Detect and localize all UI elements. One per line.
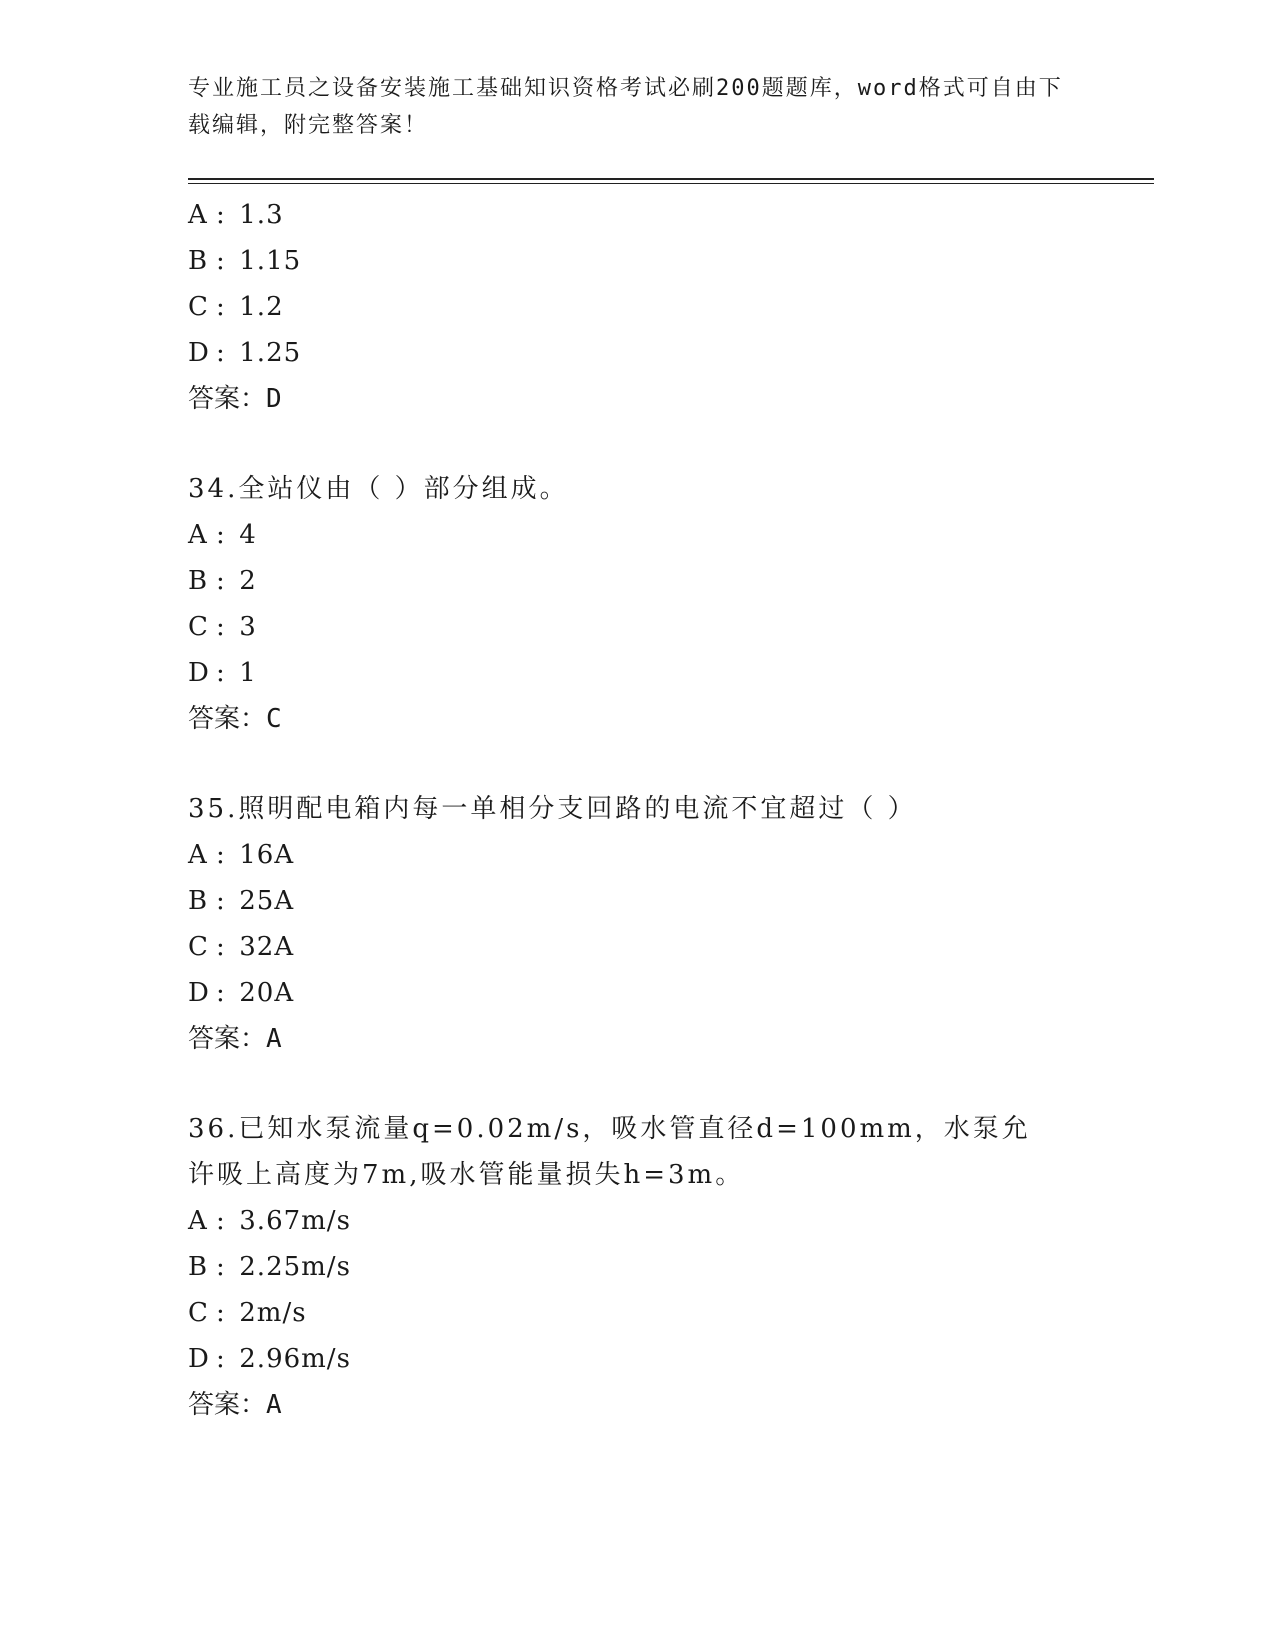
option-letter: D [188, 338, 210, 368]
option-letter: A [188, 520, 208, 550]
option-letter: D [188, 978, 210, 1008]
spacer [188, 1062, 1128, 1106]
header-rule-thick [188, 178, 1154, 180]
option-colon: : [216, 338, 226, 368]
option-letter: A [188, 200, 208, 230]
option-colon: : [216, 932, 226, 962]
option-text: 20A [239, 978, 295, 1008]
option-c [188, 924, 1128, 970]
option-b [188, 238, 1128, 284]
option-colon: : [216, 566, 226, 596]
option-colon: : [216, 978, 226, 1008]
question-stem: 36.已知水泵流量q=0.02m/s，吸水管直径d=100mm，水泵允许吸上高度为7m,吸水管能量损失h=3m。 [188, 1114, 1031, 1190]
option-colon: : [216, 1298, 226, 1328]
option-text: 16A [239, 840, 295, 870]
option-text: 1.15 [239, 246, 302, 276]
option-b [188, 558, 1128, 604]
option-letter: A [188, 1206, 208, 1236]
option-colon: : [216, 886, 226, 916]
option-a [188, 192, 1128, 238]
option-colon: : [216, 612, 226, 642]
option-text: 2.25m/s [239, 1252, 351, 1282]
option-text: 3 [239, 612, 257, 642]
option-letter: B [188, 566, 209, 596]
option-colon: : [216, 1206, 226, 1236]
answer-line: 答案：D [188, 384, 282, 414]
option-text: 1.25 [239, 338, 302, 368]
option-colon: : [216, 840, 226, 870]
option-letter: A [188, 840, 208, 870]
spacer [188, 422, 1128, 466]
spacer [188, 742, 1128, 786]
option-c [188, 1290, 1128, 1336]
question-content [188, 192, 1128, 1428]
option-letter: C [188, 1298, 209, 1328]
option-letter: B [188, 886, 209, 916]
option-colon: : [216, 520, 226, 550]
option-letter: D [188, 658, 210, 688]
question-stem: 35.照明配电箱内每一单相分支回路的电流不宜超过（ ） [188, 794, 917, 824]
question-36 [188, 1106, 1128, 1428]
option-letter: C [188, 292, 209, 322]
option-letter: C [188, 612, 209, 642]
option-letter: B [188, 246, 209, 276]
option-text: 2m/s [239, 1298, 307, 1328]
option-colon: : [216, 1252, 226, 1282]
option-colon: : [216, 658, 226, 688]
question-34 [188, 466, 1128, 742]
option-colon: : [216, 200, 226, 230]
option-text: 4 [239, 520, 257, 550]
option-b [188, 878, 1128, 924]
option-text: 2.96m/s [239, 1344, 351, 1374]
option-text: 32A [239, 932, 295, 962]
option-c [188, 604, 1128, 650]
option-d [188, 650, 1128, 696]
option-d [188, 970, 1128, 1016]
answer-line: 答案：C [188, 704, 282, 734]
option-c [188, 284, 1128, 330]
option-colon: : [216, 1344, 226, 1374]
answer-line: 答案：A [188, 1024, 282, 1054]
document-header: 专业施工员之设备安装施工基础知识资格考试必刷200题题库，word格式可自由下载编辑，附完整答案！ [188, 76, 1063, 138]
option-d [188, 1336, 1128, 1382]
option-a [188, 512, 1128, 558]
option-a [188, 832, 1128, 878]
option-text: 25A [239, 886, 295, 916]
option-text: 1.2 [239, 292, 284, 322]
option-colon: : [216, 246, 226, 276]
option-text: 3.67m/s [239, 1206, 351, 1236]
option-text: 1 [239, 658, 257, 688]
question-33 [188, 192, 1128, 422]
option-text: 1.3 [239, 200, 284, 230]
option-text: 2 [239, 566, 257, 596]
option-letter: B [188, 1252, 209, 1282]
option-colon: : [216, 292, 226, 322]
header-rule-thin [188, 183, 1154, 184]
option-letter: D [188, 1344, 210, 1374]
question-35 [188, 786, 1128, 1062]
answer-line: 答案：A [188, 1390, 282, 1420]
question-stem: 34.全站仪由（ ）部分组成。 [188, 474, 569, 504]
option-d [188, 330, 1128, 376]
option-a [188, 1198, 1128, 1244]
option-letter: C [188, 932, 209, 962]
option-b [188, 1244, 1128, 1290]
